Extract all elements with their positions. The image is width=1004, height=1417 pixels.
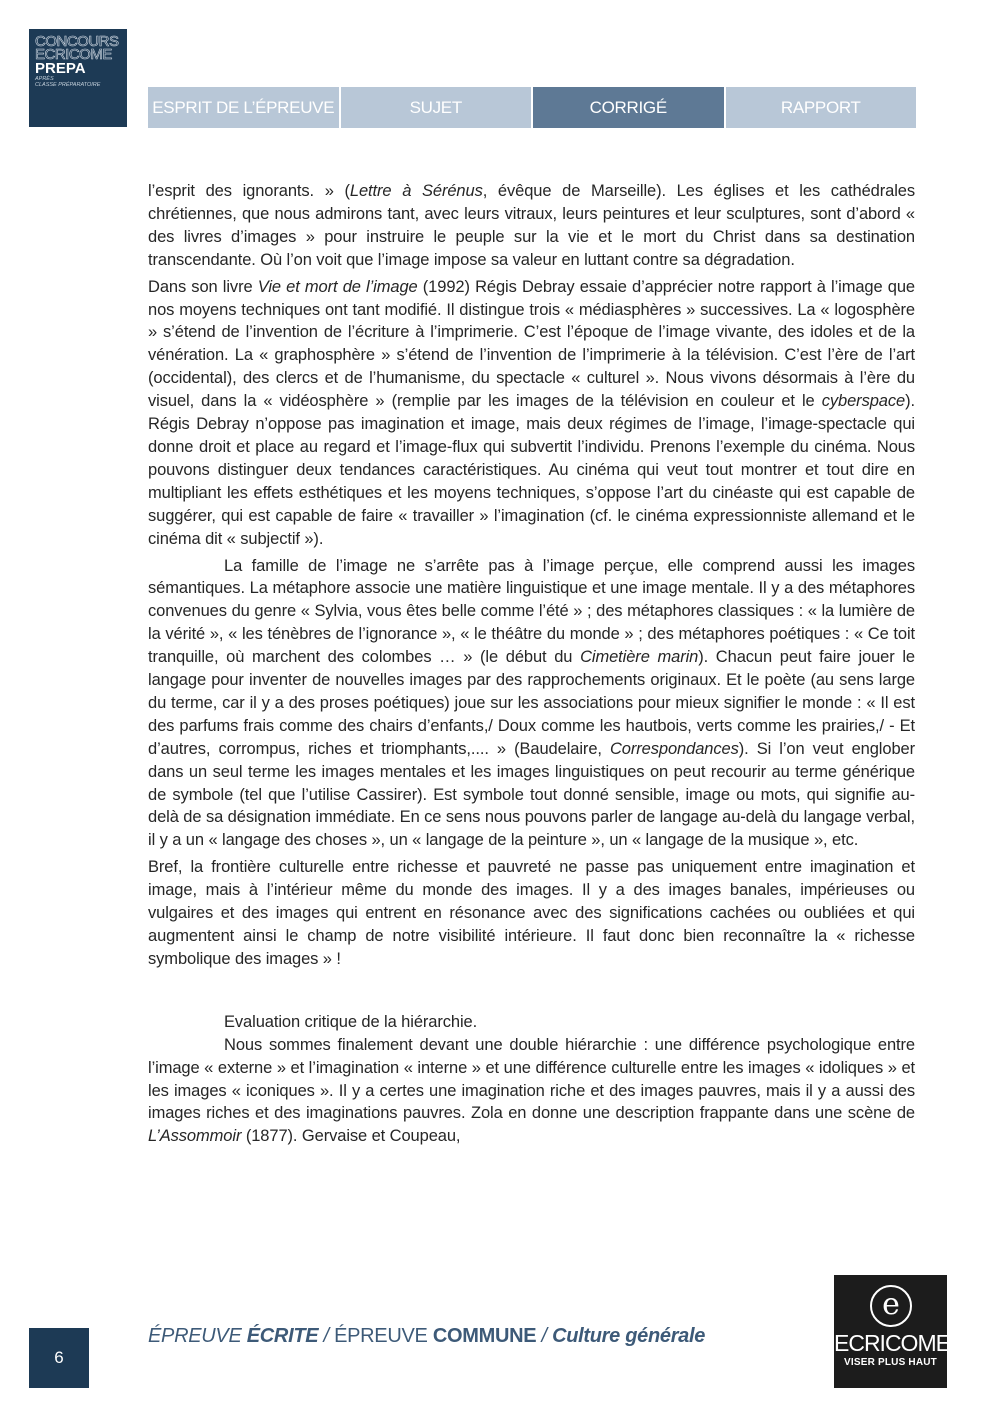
footer-epreuve: ÉPREUVE xyxy=(148,1325,247,1347)
italic-title: Correspondances xyxy=(609,739,739,758)
text-run: Bref, la frontière culturelle entre richesse et pauvreté ne passe pas uniquement entre imagination et image, mais à l’intérieur même du monde des images. Il y a des images banales, impérieuses ou vulgaires et des images qui entrent en résonance avec des significations cachées ou oubliées et qui augmentent ainsi le champ de notre visibilité intérieure. Il faut donc bien reconnaître la « richesse symbolique des images » ! xyxy=(148,858,915,968)
logo-line-ecricome: ECRICOME xyxy=(35,46,112,63)
footer-subject: Culture générale xyxy=(552,1325,706,1347)
footer-sep-2: / xyxy=(536,1325,553,1347)
text-run: (1992) Régis Debray essaie d’apprécier notre rapport à l’image que nos moyens techniques ont tant modifié. Il distingue trois « médiasphères » successives. La « logosphère » s’étend de l’invention de l’écriture à l’imprimerie. C’est l’époque de l’image vivante, des idoles et de la vénération. La « graphosphère » s’étend de l’invention de l’imprimerie à la télévision. C’est l’ère de l’art (occidental), des clercs et de l’humanisme, du spectacle « culturel ». Nous vivons désormais à l’ère du visuel, dans la « vidéosphère » (remplie par les images de la télévision en couleur et le xyxy=(148,277,915,411)
document-body xyxy=(148,180,915,1152)
text-run: ). Si l’on veut englober dans un seul terme les images mentales et les images linguistiques on peut recourir au terme générique de symbole (tel que l’utilise Cassirer). Est symbole tout donné sensible, image ou mots, qui signifie au-delà de sa désignation immédiate. En ce sens nous pouvons parler de langage au-delà du langage verbal, il y a un « langage des choses », un « langage de la peinture », un « langage de la musique », etc. xyxy=(148,739,915,850)
page-number: 6 xyxy=(29,1328,89,1388)
footer-commune: COMMUNE xyxy=(432,1325,537,1347)
tab-rapport[interactable]: RAPPORT xyxy=(726,87,917,128)
section-heading: Evaluation critique de la hiérarchie. xyxy=(224,1012,478,1031)
paragraph-2 xyxy=(148,276,915,551)
text-run: La famille de l’image ne s’arrête pas à l’image perçue, elle comprend aussi les images sémantiques. La métaphore associe une matière linguistique et une image mentale. Il y a des métaphores convenues du genre « Sylvia, vous êtes belle comme l’été » ; des métaphores classiques : « la lumière de la vérité », « les ténèbres de l’ignorance », « le théâtre du monde » ; des métaphores poétiques : « Ce toit tranquille, où marchent des colombes … » (le début du xyxy=(148,556,915,667)
paragraph-4 xyxy=(148,856,915,971)
italic-title: Cimetière marin xyxy=(580,648,699,667)
logo-line-classe: CLASSE PRÉPARATOIRE xyxy=(35,82,101,88)
tab-corrige[interactable]: CORRIGÉ xyxy=(533,87,726,128)
brand-tagline: VISER PLUS HAUT xyxy=(843,1357,937,1368)
italic-title: cyberspace xyxy=(821,392,906,411)
logo-line-concours: CONCOURS xyxy=(35,33,119,50)
text-run: ). Régis Debray n’oppose pas imagination et image, mais deux régimes de l’image, l’image-spectacle qui donne droit et place au regard et l’image-flux qui subvertit l’individu. Prenons l’exemple du cinéma. Nous pouvons distinguer deux tendances caractéristiques. Au cinéma qui veut tout montrer et tout dire en multipliant les effets esthétiques et les moyens techniques, s’oppose l’art du cinéaste qui est capable de suggérer, qui est capable de faire « travailler » l’imagination (cf. le cinéma expressionniste allemand et le cinéma dit « subjectif »). xyxy=(148,392,915,548)
italic-title: Lettre à Sérénus xyxy=(349,182,483,200)
brand-name: ECRICOME xyxy=(834,1330,950,1356)
footer-ecrite: ÉCRITE xyxy=(246,1325,319,1347)
section-tabs xyxy=(148,87,916,128)
concours-logo xyxy=(29,29,127,127)
tab-esprit[interactable]: ESPRIT DE L’ÉPREUVE xyxy=(148,87,341,128)
tab-sujet[interactable]: SUJET xyxy=(341,87,534,128)
text-run: Dans son livre xyxy=(148,277,258,296)
text-run: , évêque de Marseille). Les églises et les cathédrales chrétiennes, que nous admirons tant, avec leurs vitraux, leurs peintures et leur sculptures, sont d’abord « des livres d’images » pour instruire le peuple sur la vie et le mort du Christ dans sa destination transcendante. Où l’on voit que l’image impose sa valeur en luttant contre sa dégradation. xyxy=(148,182,915,269)
e-circle-icon: e xyxy=(870,1285,912,1327)
italic-title: Vie et mort de l’image xyxy=(257,277,418,296)
paragraph-3 xyxy=(148,555,915,853)
ecricome-brand-logo xyxy=(834,1275,950,1388)
text-run: l’esprit des ignorants. » ( xyxy=(148,182,350,200)
text-run: ). Chacun peut faire jouer le langage pour inventer de nouvelles images par des rapprochements originaux. Et le poète (au sens large du terme, car il y a des proses poétiques) joue sur les associations pour mieux signifier le monde : « Il est des parfums frais comme des chairs d’enfants,/ Doux comme les hautbois, verts comme les prairies,/ - Et d’autres, corrompus, riches et triomphants,.... » (Baudelaire, xyxy=(148,648,915,758)
footer-sep-1: / xyxy=(318,1325,335,1347)
footer-title xyxy=(148,1325,705,1348)
paragraph-5 xyxy=(148,1034,915,1149)
footer-epreuve-2: ÉPREUVE xyxy=(334,1325,433,1347)
logo-line-prepa: PREPA xyxy=(35,60,86,77)
italic-title: L’Assommoir xyxy=(148,1127,242,1146)
logo-line-apres: APRÈS xyxy=(35,76,54,82)
paragraph-1 xyxy=(148,180,915,272)
text-run: Nous sommes finalement devant une double hiérarchie : une différence psychologique entre l’image « externe » et l’imagination « interne » et une différence culturelle entre les images « idoliques » et les images « iconiques ». Il y a certes une imagination riche et des images pauvres, mais il y a aussi des images riches et des imaginations pauvres. Zola en donne une description frappante dans une scène de xyxy=(148,1035,915,1123)
text-run: (1877). Gervaise et Coupeau, xyxy=(241,1127,461,1146)
